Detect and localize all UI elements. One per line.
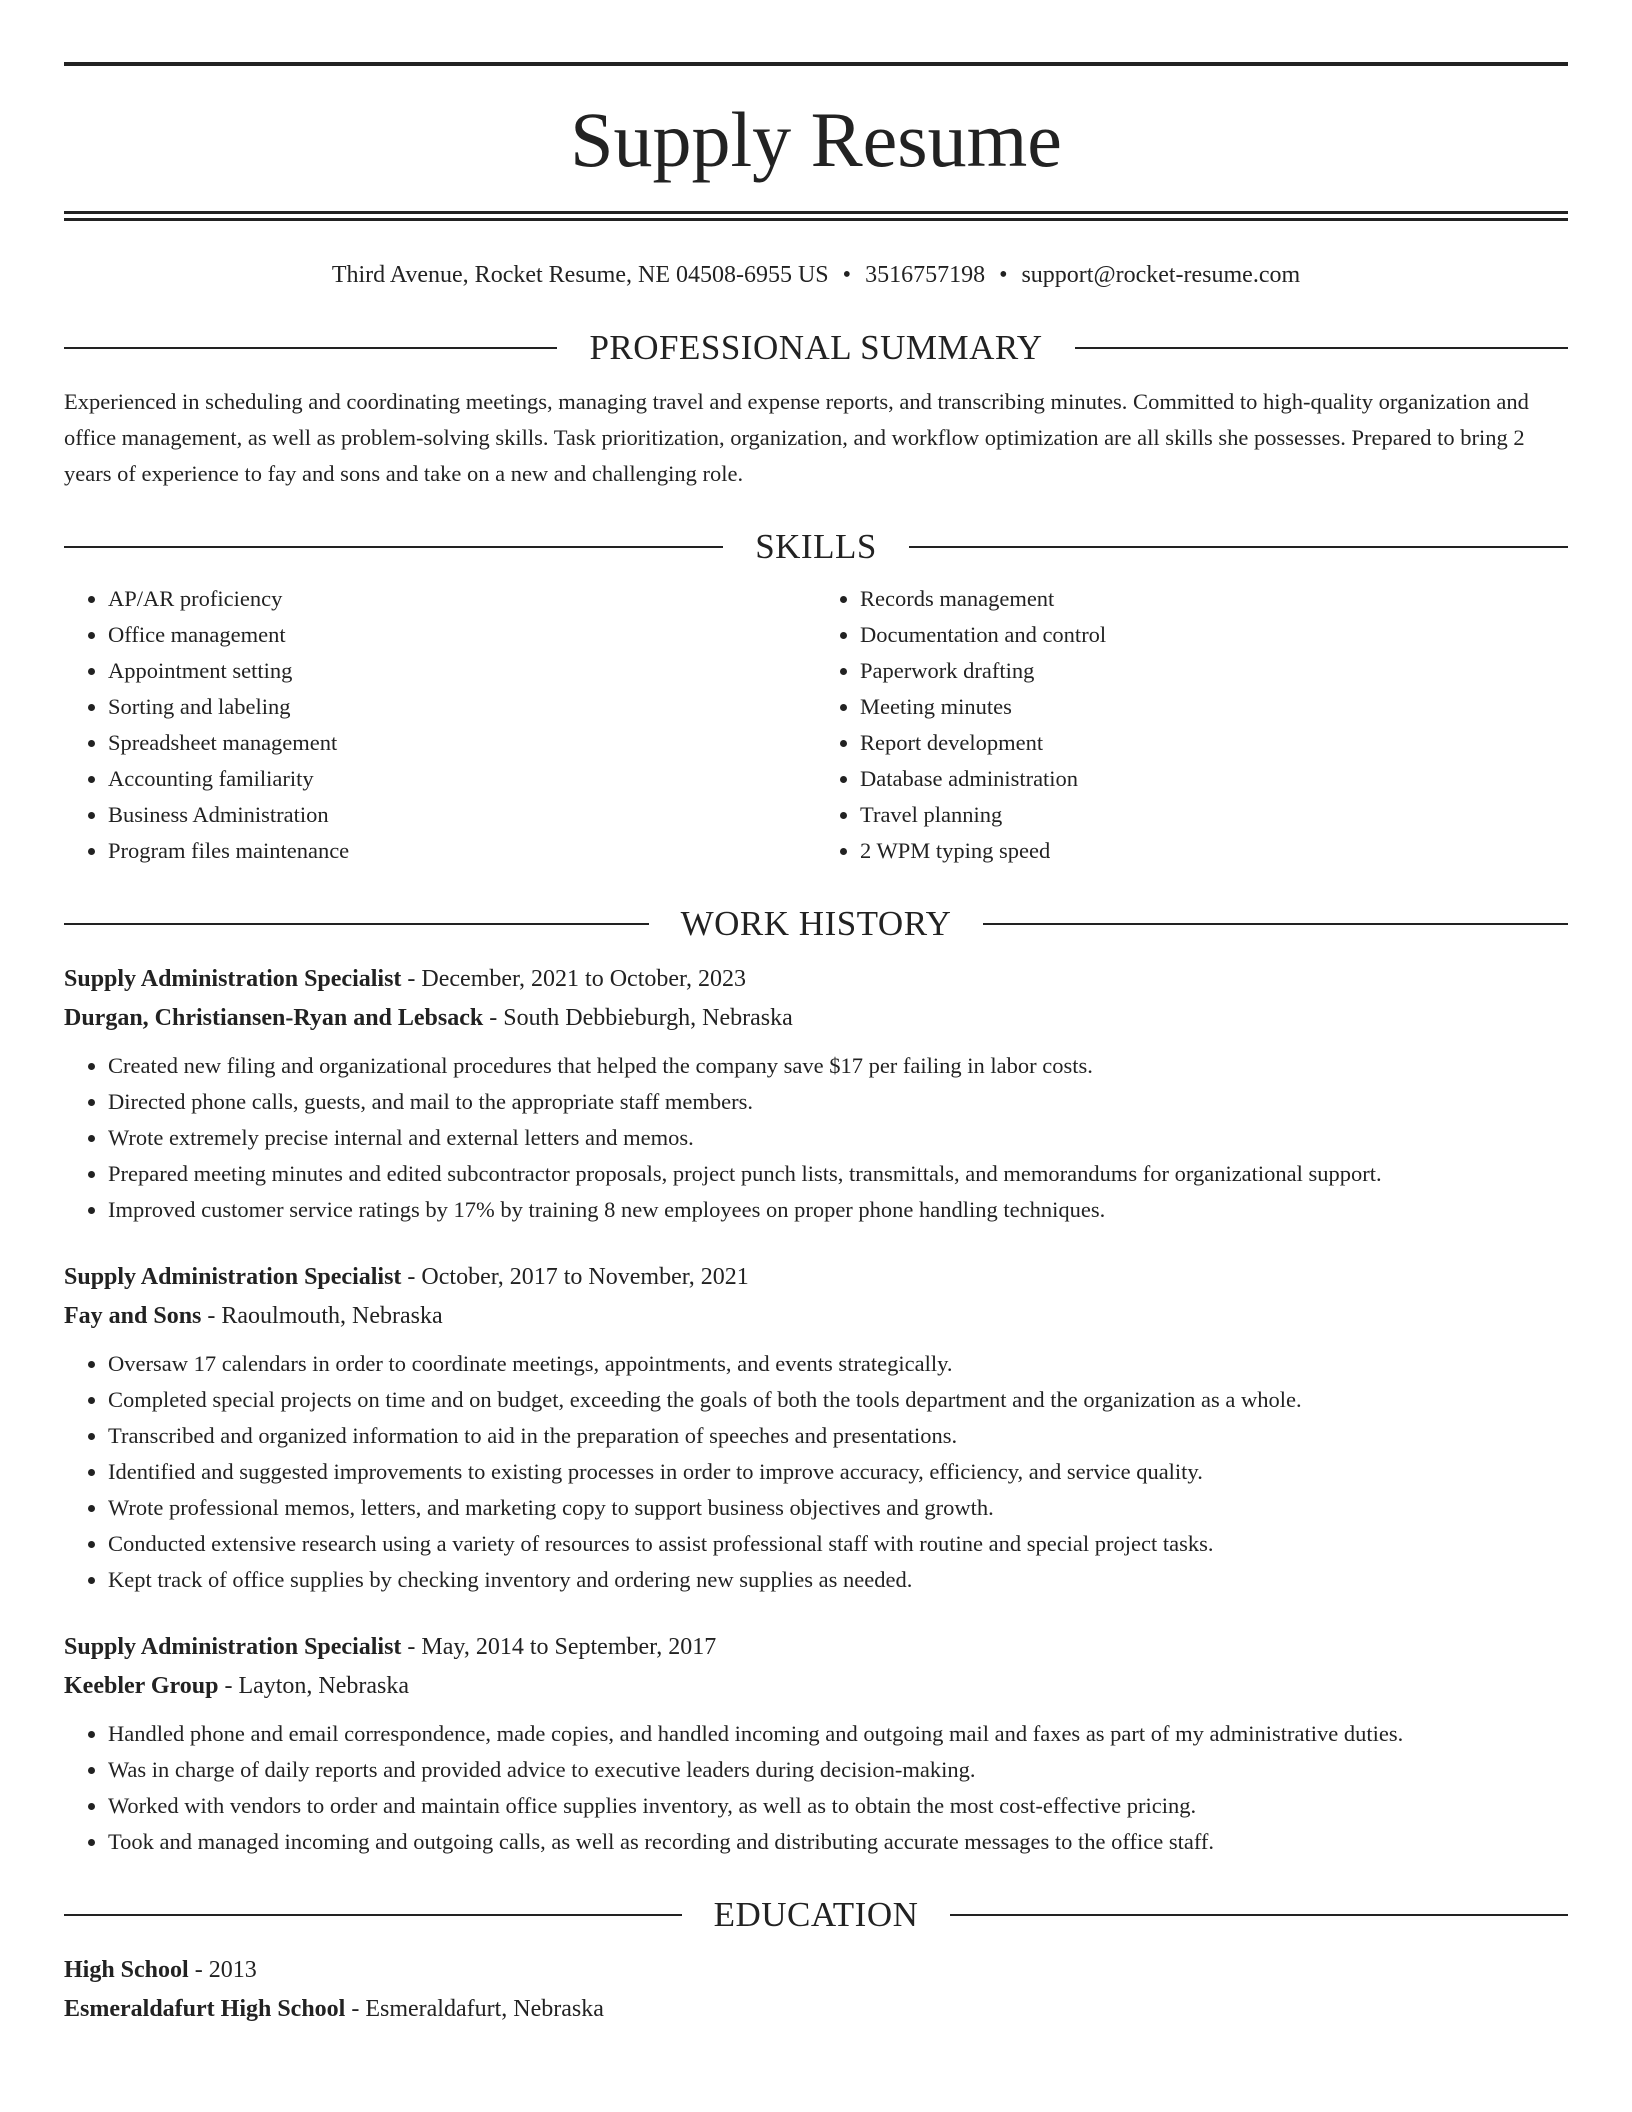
skill-item: • Meeting minutes [860,689,1568,725]
job-bullet: • Kept track of office supplies by checking inventory and ordering new supplies as needed. [108,1562,1568,1598]
section-heading-work-history [64,902,1568,946]
job-bullet: • Oversaw 17 calendars in order to coordinate meetings, appointments, and events strategically. [108,1346,1568,1382]
job-bullet: • Took and managed incoming and outgoing calls, as well as recording and distributing accurate messages to the office staff. [108,1824,1568,1860]
skills-column-left [64,581,816,869]
job-bullet: • Improved customer service ratings by 17% by training 8 new employees on proper phone handling techniques. [108,1192,1568,1228]
job-bullets [64,1048,1568,1228]
job-bullet: • Transcribed and organized information to aid in the preparation of speeches and presentations. [108,1418,1568,1454]
skill-item: • Accounting familiarity [108,761,816,797]
heading-label: PROFESSIONAL SUMMARY [589,328,1043,367]
heading-rule [909,546,1568,548]
job-entry [64,1628,1568,1860]
job-title-line [64,1258,1568,1297]
section-heading-summary [64,326,1568,370]
skill-item: • Program files maintenance [108,833,816,869]
job-title: Supply Administration Specialist [64,1264,402,1290]
contact-address: Third Avenue, Rocket Resume, NE 04508-6955 US [331,262,829,288]
job-dates: - October, 2017 to November, 2021 [401,1264,749,1290]
education-school-line [64,1990,1568,2029]
contact-separator: • [999,262,1008,288]
skill-item: • Sorting and labeling [108,689,816,725]
resume-page [64,0,1568,2029]
heading-label: SKILLS [755,527,877,566]
job-company-line [64,1297,1568,1336]
job-bullet: • Worked with vendors to order and maintain office supplies inventory, as well as to obtain the most cost-effective pricing. [108,1788,1568,1824]
job-company: Durgan, Christiansen-Ryan and Lebsack [64,1005,484,1031]
skill-item: • Travel planning [860,797,1568,833]
skill-item: • Paperwork drafting [860,653,1568,689]
skill-item: • Documentation and control [860,617,1568,653]
skill-item: • Records management [860,581,1568,617]
job-bullet: • Identified and suggested improvements to existing processes in order to improve accuracy, efficiency, and service quality. [108,1454,1568,1490]
section-heading-education [64,1893,1568,1937]
heading-rule [983,923,1568,925]
skill-item: • Spreadsheet management [108,725,816,761]
summary-text: Experienced in scheduling and coordinating meetings, managing travel and expense reports, and transcribing minutes. Committed to high-quality organization and office management, as well as problem-solving skills. Task prioritization, organization, and workflow optimization are all skills she possesses. Prepared to bring 2 years of experience to fay and sons and take on a new and challenging role. [64,389,1529,486]
education-year: - 2013 [188,1957,257,1983]
contact-phone: 3516757198 [865,262,986,288]
skill-item: • 2 WPM typing speed [860,833,1568,869]
job-company: Keebler Group [64,1673,219,1699]
job-entry [64,1258,1568,1598]
job-company: Fay and Sons [64,1303,202,1329]
contact-email: support@rocket-resume.com [1021,262,1301,288]
heading-rule [64,546,723,548]
education-school: Esmeraldafurt High School [64,1996,346,2022]
heading-rule [1075,347,1568,349]
skill-item: • Office management [108,617,816,653]
contact-separator: • [842,262,852,288]
job-bullet: • Completed special projects on time and on budget, exceeding the goals of both the tools department and the organization as a whole. [108,1382,1568,1418]
top-rule [64,62,1568,66]
job-bullets [64,1716,1568,1860]
job-location: - Raoulmouth, Nebraska [201,1303,443,1329]
education-degree-line [64,1951,1568,1990]
job-title-line [64,960,1568,999]
double-rule [64,211,1568,221]
job-dates: - December, 2021 to October, 2023 [401,966,747,992]
job-title: Supply Administration Specialist [64,1634,402,1660]
heading-label: WORK HISTORY [680,904,952,943]
job-title-line [64,1628,1568,1667]
education-location: - Esmeraldafurt, Nebraska [345,1996,604,2022]
resume-title: Supply Resume [570,96,1062,183]
skill-item: • Database administration [860,761,1568,797]
heading-label: EDUCATION [713,1895,919,1934]
skill-item: • Appointment setting [108,653,816,689]
job-location: - Layton, Nebraska [218,1673,410,1699]
job-bullet: • Prepared meeting minutes and edited subcontractor proposals, project punch lists, transmittals, and memorandums for organizational support. [108,1156,1568,1192]
contact-line [64,257,1568,293]
skill-item: • Report development [860,725,1568,761]
job-bullets [64,1346,1568,1598]
education-entry [64,1951,1568,2029]
job-bullet: • Created new filing and organizational procedures that helped the company save $17 per failing in labor costs. [108,1048,1568,1084]
job-bullet: • Wrote professional memos, letters, and marketing copy to support business objectives and growth. [108,1490,1568,1526]
education-degree: High School [64,1957,189,1983]
heading-rule [64,347,557,349]
heading-rule [64,923,649,925]
job-bullet: • Directed phone calls, guests, and mail to the appropriate staff members. [108,1084,1568,1120]
skill-item: • AP/AR proficiency [108,581,816,617]
job-entry [64,960,1568,1228]
job-bullet: • Conducted extensive research using a variety of resources to assist professional staff with routine and special project tasks. [108,1526,1568,1562]
job-company-line [64,999,1568,1038]
section-heading-skills [64,525,1568,569]
job-bullet: • Handled phone and email correspondence, made copies, and handled incoming and outgoing mail and faxes as part of my administrative duties. [108,1716,1568,1752]
job-dates: - May, 2014 to September, 2017 [401,1634,717,1660]
job-bullet: • Was in charge of daily reports and provided advice to executive leaders during decision-making. [108,1752,1568,1788]
heading-rule [64,1914,682,1916]
skills-column-right [816,581,1568,869]
heading-rule [950,1914,1568,1916]
job-location: - South Debbieburgh, Nebraska [483,1005,793,1031]
job-company-line [64,1667,1568,1706]
job-title: Supply Administration Specialist [64,966,402,992]
skills-list [64,581,1568,869]
job-bullet: • Wrote extremely precise internal and external letters and memos. [108,1120,1568,1156]
skill-item: • Business Administration [108,797,816,833]
